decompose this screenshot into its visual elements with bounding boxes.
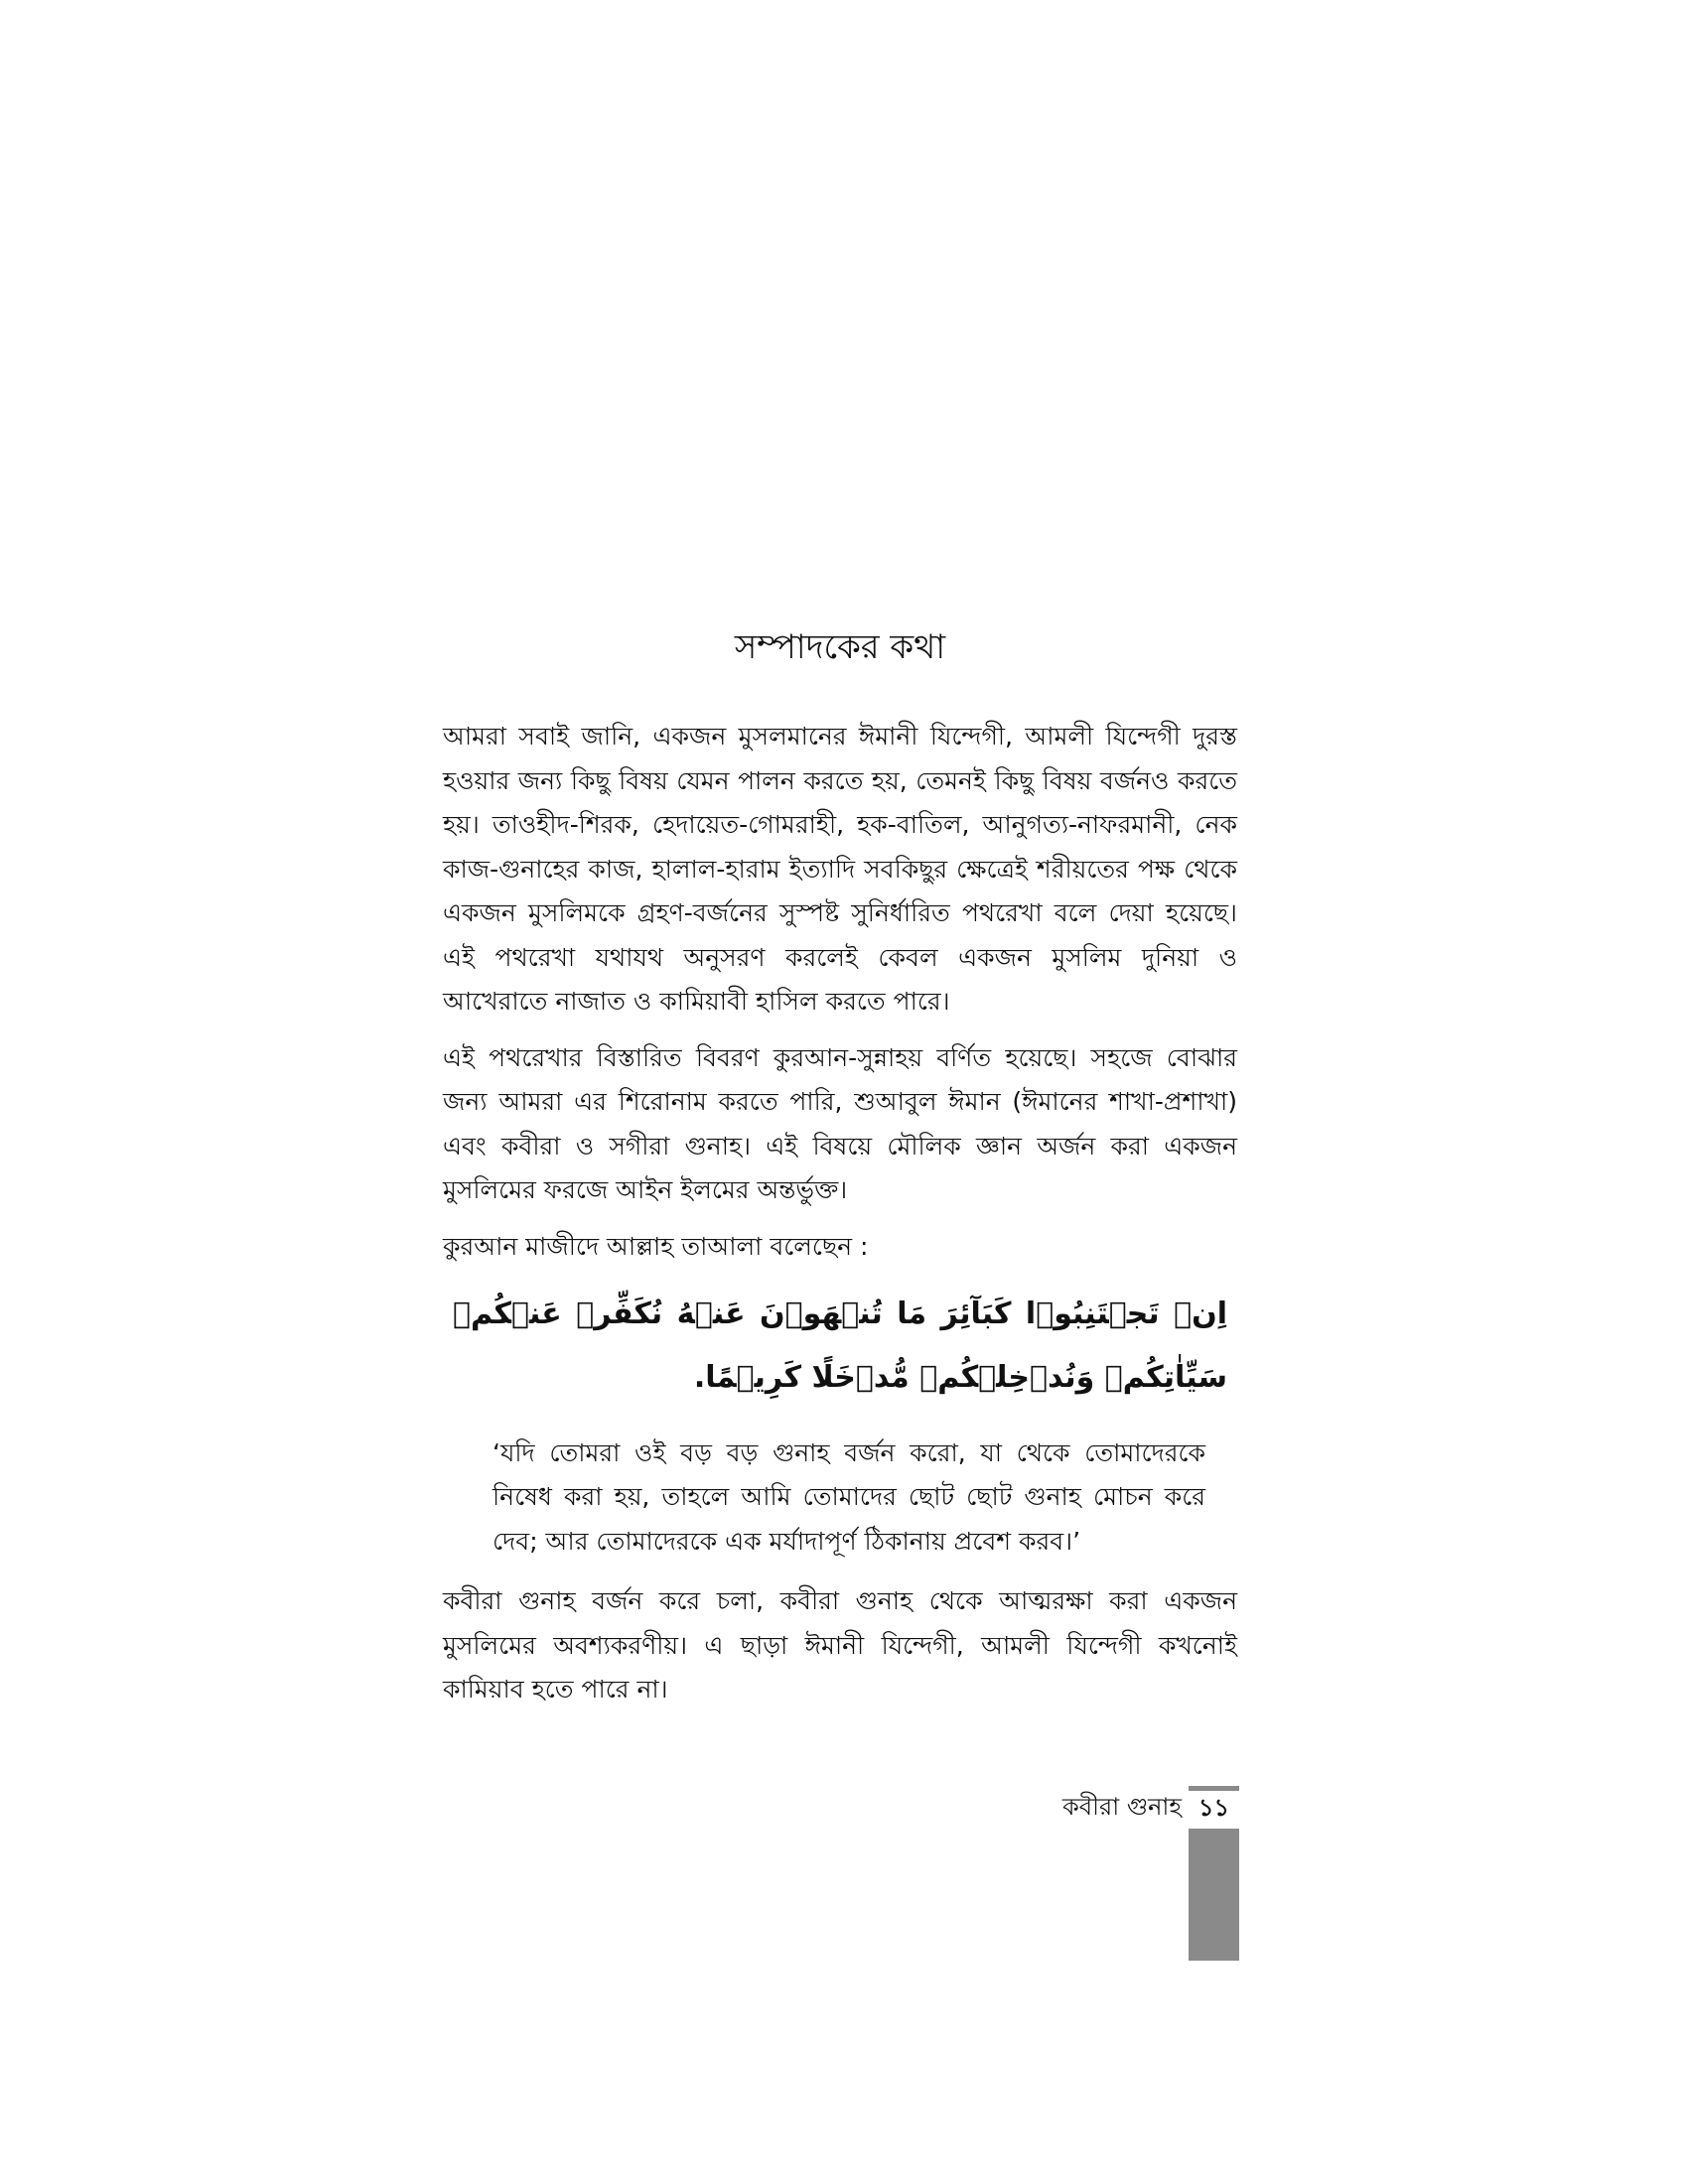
quran-intro: কুরআন মাজীদে আল্লাহ তাআলা বলেছেন : <box>443 1231 869 1261</box>
page-title: সম্পাদকের কথা <box>734 627 946 667</box>
page-number: ১১ <box>1197 1794 1230 1822</box>
paragraph-1: আমরা সবাই জানি, একজন মুসলমানের ঈমানী যিন্দেগী, আমলী যিন্দেগী দুরস্ত হওয়ার জন্য কিছু বিষয় যেমন পালন করতে হয়, তেমনই কিছু বিষয় বর্জনও করতে হয়। তাওহীদ-শিরক, হেদায়েত-গোমরাহী, হক-বাতিল, আনুগত্য-নাফরমানী, নেক কাজ-গুনাহের কাজ, হালাল-হারাম ইত্যাদি সবকিছুর ক্ষেত্রেই শরীয়তের পক্ষ থেকে একজন মুসলিমকে গ্রহণ-বর্জনের সুস্পষ্ট সুনির্ধারিত পথরেখা বলে দেয়া হয়েছে। এই পথরেখা যথাযথ অনুসরণ করলেই কেবল একজন মুসলিম দুনিয়া ও আখেরাতে নাজাত ও কামিয়াবী হাসিল করতে পারে। <box>443 722 1237 1016</box>
footer-book-title: কবীরা গুনাহ <box>1062 1793 1182 1821</box>
verse-translation: ‘যদি তোমরা ওই বড় বড় গুনাহ বর্জন করো, যা থেকে তোমাদেরকে নিষেধ করা হয়, তাহলে আমি তোমাদের ছোট ছোট গুনাহ মোচন করে দেব; আর তোমাদেরকে এক মর্যাদাপূর্ণ ঠিকানায় প্রবেশ করব।’ <box>492 1437 1205 1556</box>
page-tab-block <box>1189 1829 1239 1961</box>
page-content <box>443 623 1237 1724</box>
paragraph-2: এই পথরেখার বিস্তারিত বিবরণ কুরআন-সুন্নাহয় বর্ণিত হয়েছে। সহজে বোঝার জন্য আমরা এর শিরোনাম করতে পারি, শুআবুল ঈমান (ঈমানের শাখা-প্রশাখা) এবং কবীরা ও সগীরা গুনাহ। এই বিষয়ে মৌলিক জ্ঞান অর্জন করা একজন মুসলিমের ফরজে আইন ইলমের অন্তর্ভুক্ত। <box>443 1042 1237 1204</box>
arabic-verse: اِنۡ تَجۡتَنِبُوۡا كَبَآئِرَ مَا تُنۡهَوۡنَ عَنۡهُ نُكَفِّرۡ عَنۡكُمۡ سَيِّاٰتِكُمۡ وَنُدۡخِلۡكُمۡ مُّدۡخَلًا كَرِيۡمًا. <box>453 1296 1227 1395</box>
closing-paragraph: কবীরা গুনাহ বর্জন করে চলা, কবীরা গুনাহ থেকে আত্মরক্ষা করা একজন মুসলিমের অবশ্যকরণীয়। এ ছাড়া ঈমানী যিন্দেগী, আমলী যিন্দেগী কখনোই কামিয়াব হতে পারে না। <box>443 1586 1237 1704</box>
